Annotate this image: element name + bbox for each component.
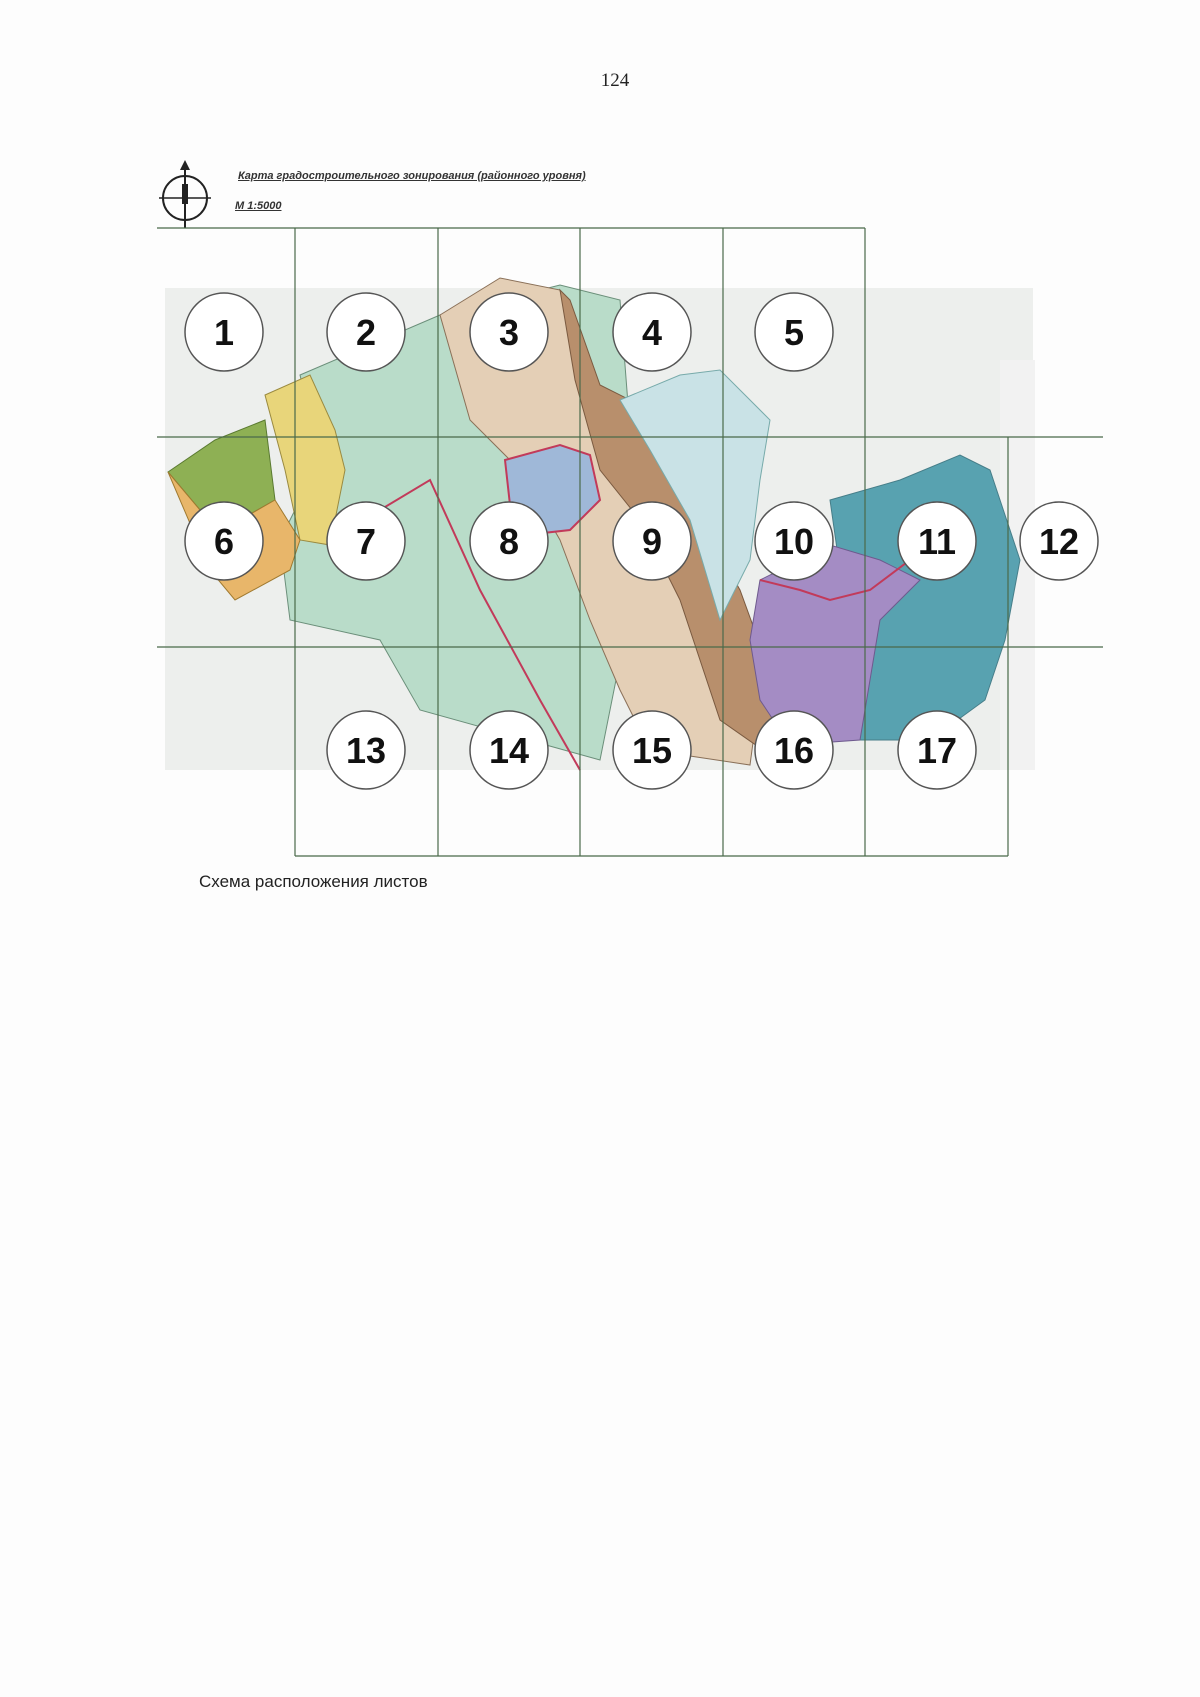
sheet-number: 17: [916, 730, 958, 771]
sheet-marker-16: [755, 711, 833, 789]
sheet-marker-4: [613, 293, 691, 371]
map-scale: М 1:5000: [235, 200, 282, 212]
page-number: 124: [600, 70, 630, 91]
sheet-marker-15: [613, 711, 691, 789]
sheet-number: 7: [355, 521, 377, 562]
sheet-number: 10: [773, 521, 815, 562]
sheet-marker-10: [755, 502, 833, 580]
sheet-number: 8: [498, 521, 520, 562]
sheet-number: 9: [641, 521, 663, 562]
sheet-marker-14: [470, 711, 548, 789]
sheet-number: 6: [213, 521, 235, 562]
sheet-number: 1: [213, 312, 235, 353]
sheet-number: 12: [1038, 521, 1080, 562]
map-title: Карта градостроительного зонирования (районного уровня): [238, 170, 586, 182]
sheet-number: 15: [631, 730, 673, 771]
sheet-marker-9: [613, 502, 691, 580]
sheet-marker-12: [1020, 502, 1098, 580]
sheet-number: 14: [488, 730, 530, 771]
sheet-number: 2: [355, 312, 377, 353]
sheet-number: 5: [783, 312, 805, 353]
sheet-marker-5: [755, 293, 833, 371]
sheet-marker-1: [185, 293, 263, 371]
map-caption: Схема расположения листов: [199, 872, 428, 891]
sheet-number: 11: [917, 521, 957, 562]
sheet-number: 13: [345, 730, 387, 771]
sheet-marker-3: [470, 293, 548, 371]
sheet-marker-11: [898, 502, 976, 580]
sheet-marker-2: [327, 293, 405, 371]
sheet-number: 3: [498, 312, 520, 353]
sheet-marker-17: [898, 711, 976, 789]
sheet-number: 16: [773, 730, 815, 771]
sheet-number: 4: [641, 312, 663, 353]
sheet-marker-13: [327, 711, 405, 789]
sheet-marker-7: [327, 502, 405, 580]
sheet-marker-6: [185, 502, 263, 580]
sheet-marker-8: [470, 502, 548, 580]
